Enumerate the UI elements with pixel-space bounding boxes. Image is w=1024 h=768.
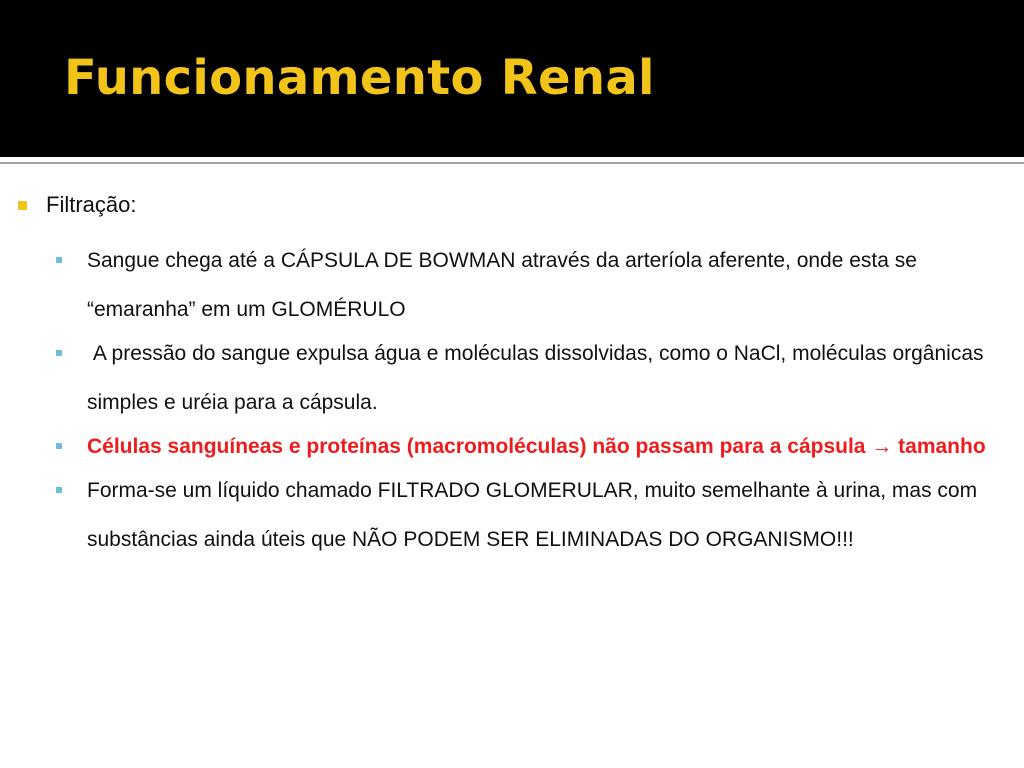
square-bullet-icon [56,487,62,493]
sub-bullet-text: Células sanguíneas e proteínas (macromoléculas) não passam para a cápsula → tamanho [87,435,986,458]
bullet-level1 [18,188,1008,222]
sub-bullet-item [56,329,1008,427]
slide-title: Funcionamento Renal [64,50,655,106]
sub-bullet-item [56,466,1008,564]
sub-bullet-item [56,236,1008,334]
sub-bullet-item-emphasis [56,422,1008,471]
sub-bullet-list [56,236,1008,564]
sub-bullet-text: Forma-se um líquido chamado FILTRADO GLOMERULAR, muito semelhante à urina, mas com substâncias ainda úteis que NÃO PODEM SER ELIMINADAS DO ORGANISMO!!! [87,479,978,551]
square-bullet-icon [56,257,62,263]
slide-content [18,188,1008,569]
sub-bullet-text: A pressão do sangue expulsa água e moléculas dissolvidas, como o NaCl, moléculas orgânicas simples e uréia para a cápsula. [87,342,990,414]
sub-bullet-text: Sangue chega até a CÁPSULA DE BOWMAN através da arteríola aferente, onde esta se “emaranha” em um GLOMÉRULO [87,249,917,321]
square-bullet-icon [18,201,27,210]
bullet-heading: Filtração: [46,192,137,217]
square-bullet-icon [56,350,62,356]
title-divider [0,162,1024,164]
title-bar [0,0,1024,157]
square-bullet-icon [56,443,62,449]
